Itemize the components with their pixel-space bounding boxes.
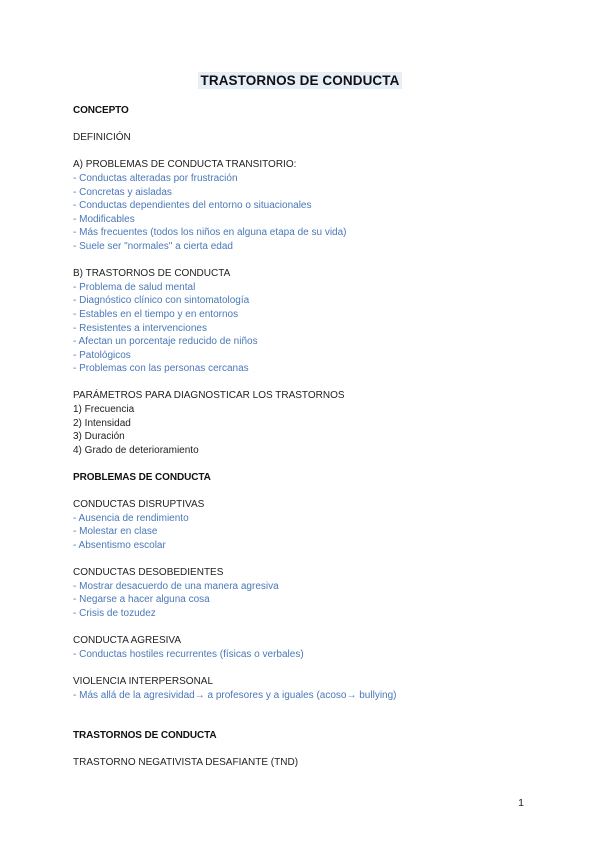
list-item: - Mostrar desacuerdo de una manera agresiva — [73, 580, 279, 592]
document-title: TRASTORNOS DE CONDUCTA — [198, 72, 403, 89]
list-item: 4) Grado de deterioramiento — [73, 444, 199, 456]
spacer — [73, 485, 543, 499]
document-body — [73, 104, 543, 770]
list-item: - Negarse a hacer alguna cosa — [73, 594, 210, 606]
list-item: - Más allá de la agresividad→ a profesores y a iguales (acoso→ bullying) — [73, 689, 397, 701]
list-item: - Conductas dependientes del entorno o situacionales — [73, 200, 312, 212]
spacer — [73, 553, 543, 567]
desobedientes-heading: CONDUCTAS DESOBEDIENTES — [73, 567, 224, 579]
list-item: - Molestar en clase — [73, 526, 158, 538]
list-item: - Diagnóstico clínico con sintomatología — [73, 295, 250, 307]
list-item: - Más frecuentes (todos los niños en alguna etapa de su vida) — [73, 227, 347, 239]
list-item: - Suele ser "normales" a cierta edad — [73, 240, 233, 252]
spacer — [73, 376, 543, 390]
list-item: - Ausencia de rendimiento — [73, 512, 189, 524]
list-item: - Resistentes a intervenciones — [73, 322, 207, 334]
tnd-heading: TRASTORNO NEGATIVISTA DESAFIANTE (TND) — [73, 757, 299, 769]
spacer — [73, 145, 543, 159]
definicion-heading: DEFINICIÓN — [73, 132, 131, 144]
parametros-heading: PARÁMETROS PARA DIAGNOSTICAR LOS TRASTORNOS — [73, 390, 345, 402]
list-item: - Conductas alteradas por frustración — [73, 172, 238, 184]
section-heading-problemas: PROBLEMAS DE CONDUCTA — [73, 472, 211, 484]
trastornos-heading: B) TRASTORNOS DE CONDUCTA — [73, 268, 231, 280]
section-heading-concepto: CONCEPTO — [73, 105, 129, 116]
list-item: - Problema de salud mental — [73, 281, 196, 293]
agresiva-heading: CONDUCTA AGRESIVA — [73, 635, 181, 647]
list-item: 1) Frecuencia — [73, 404, 135, 416]
list-item: - Estables en el tiempo y en entornos — [73, 308, 239, 320]
spacer — [73, 118, 543, 132]
violencia-heading: VIOLENCIA INTERPERSONAL — [73, 675, 214, 687]
list-item: - Afectan un porcentaje reducido de niños — [73, 336, 258, 348]
transitorio-heading: A) PROBLEMAS DE CONDUCTA TRANSITORIO: — [73, 159, 297, 171]
spacer — [73, 457, 543, 471]
section-heading-trastornos: TRASTORNOS DE CONDUCTA — [73, 730, 217, 742]
list-item: - Crisis de tozudez — [73, 607, 156, 619]
disruptivas-heading: CONDUCTAS DISRUPTIVAS — [73, 499, 205, 511]
list-item: 2) Intensidad — [73, 417, 131, 429]
list-item: - Patológicos — [73, 349, 131, 361]
list-item: - Problemas con las personas cercanas — [73, 363, 249, 375]
spacer — [73, 743, 543, 757]
list-item: - Concretas y aisladas — [73, 186, 172, 198]
title-wrapper — [0, 72, 600, 90]
spacer — [73, 661, 543, 675]
list-item: 3) Duración — [73, 431, 125, 443]
spacer — [73, 621, 543, 635]
list-item: - Conductas hostiles recurrentes (físicas o verbales) — [73, 648, 304, 660]
list-item: - Modificables — [73, 213, 135, 225]
spacer — [73, 254, 543, 268]
list-item: - Absentismo escolar — [73, 540, 166, 551]
spacer — [73, 702, 543, 729]
page-number: 1 — [518, 797, 524, 809]
